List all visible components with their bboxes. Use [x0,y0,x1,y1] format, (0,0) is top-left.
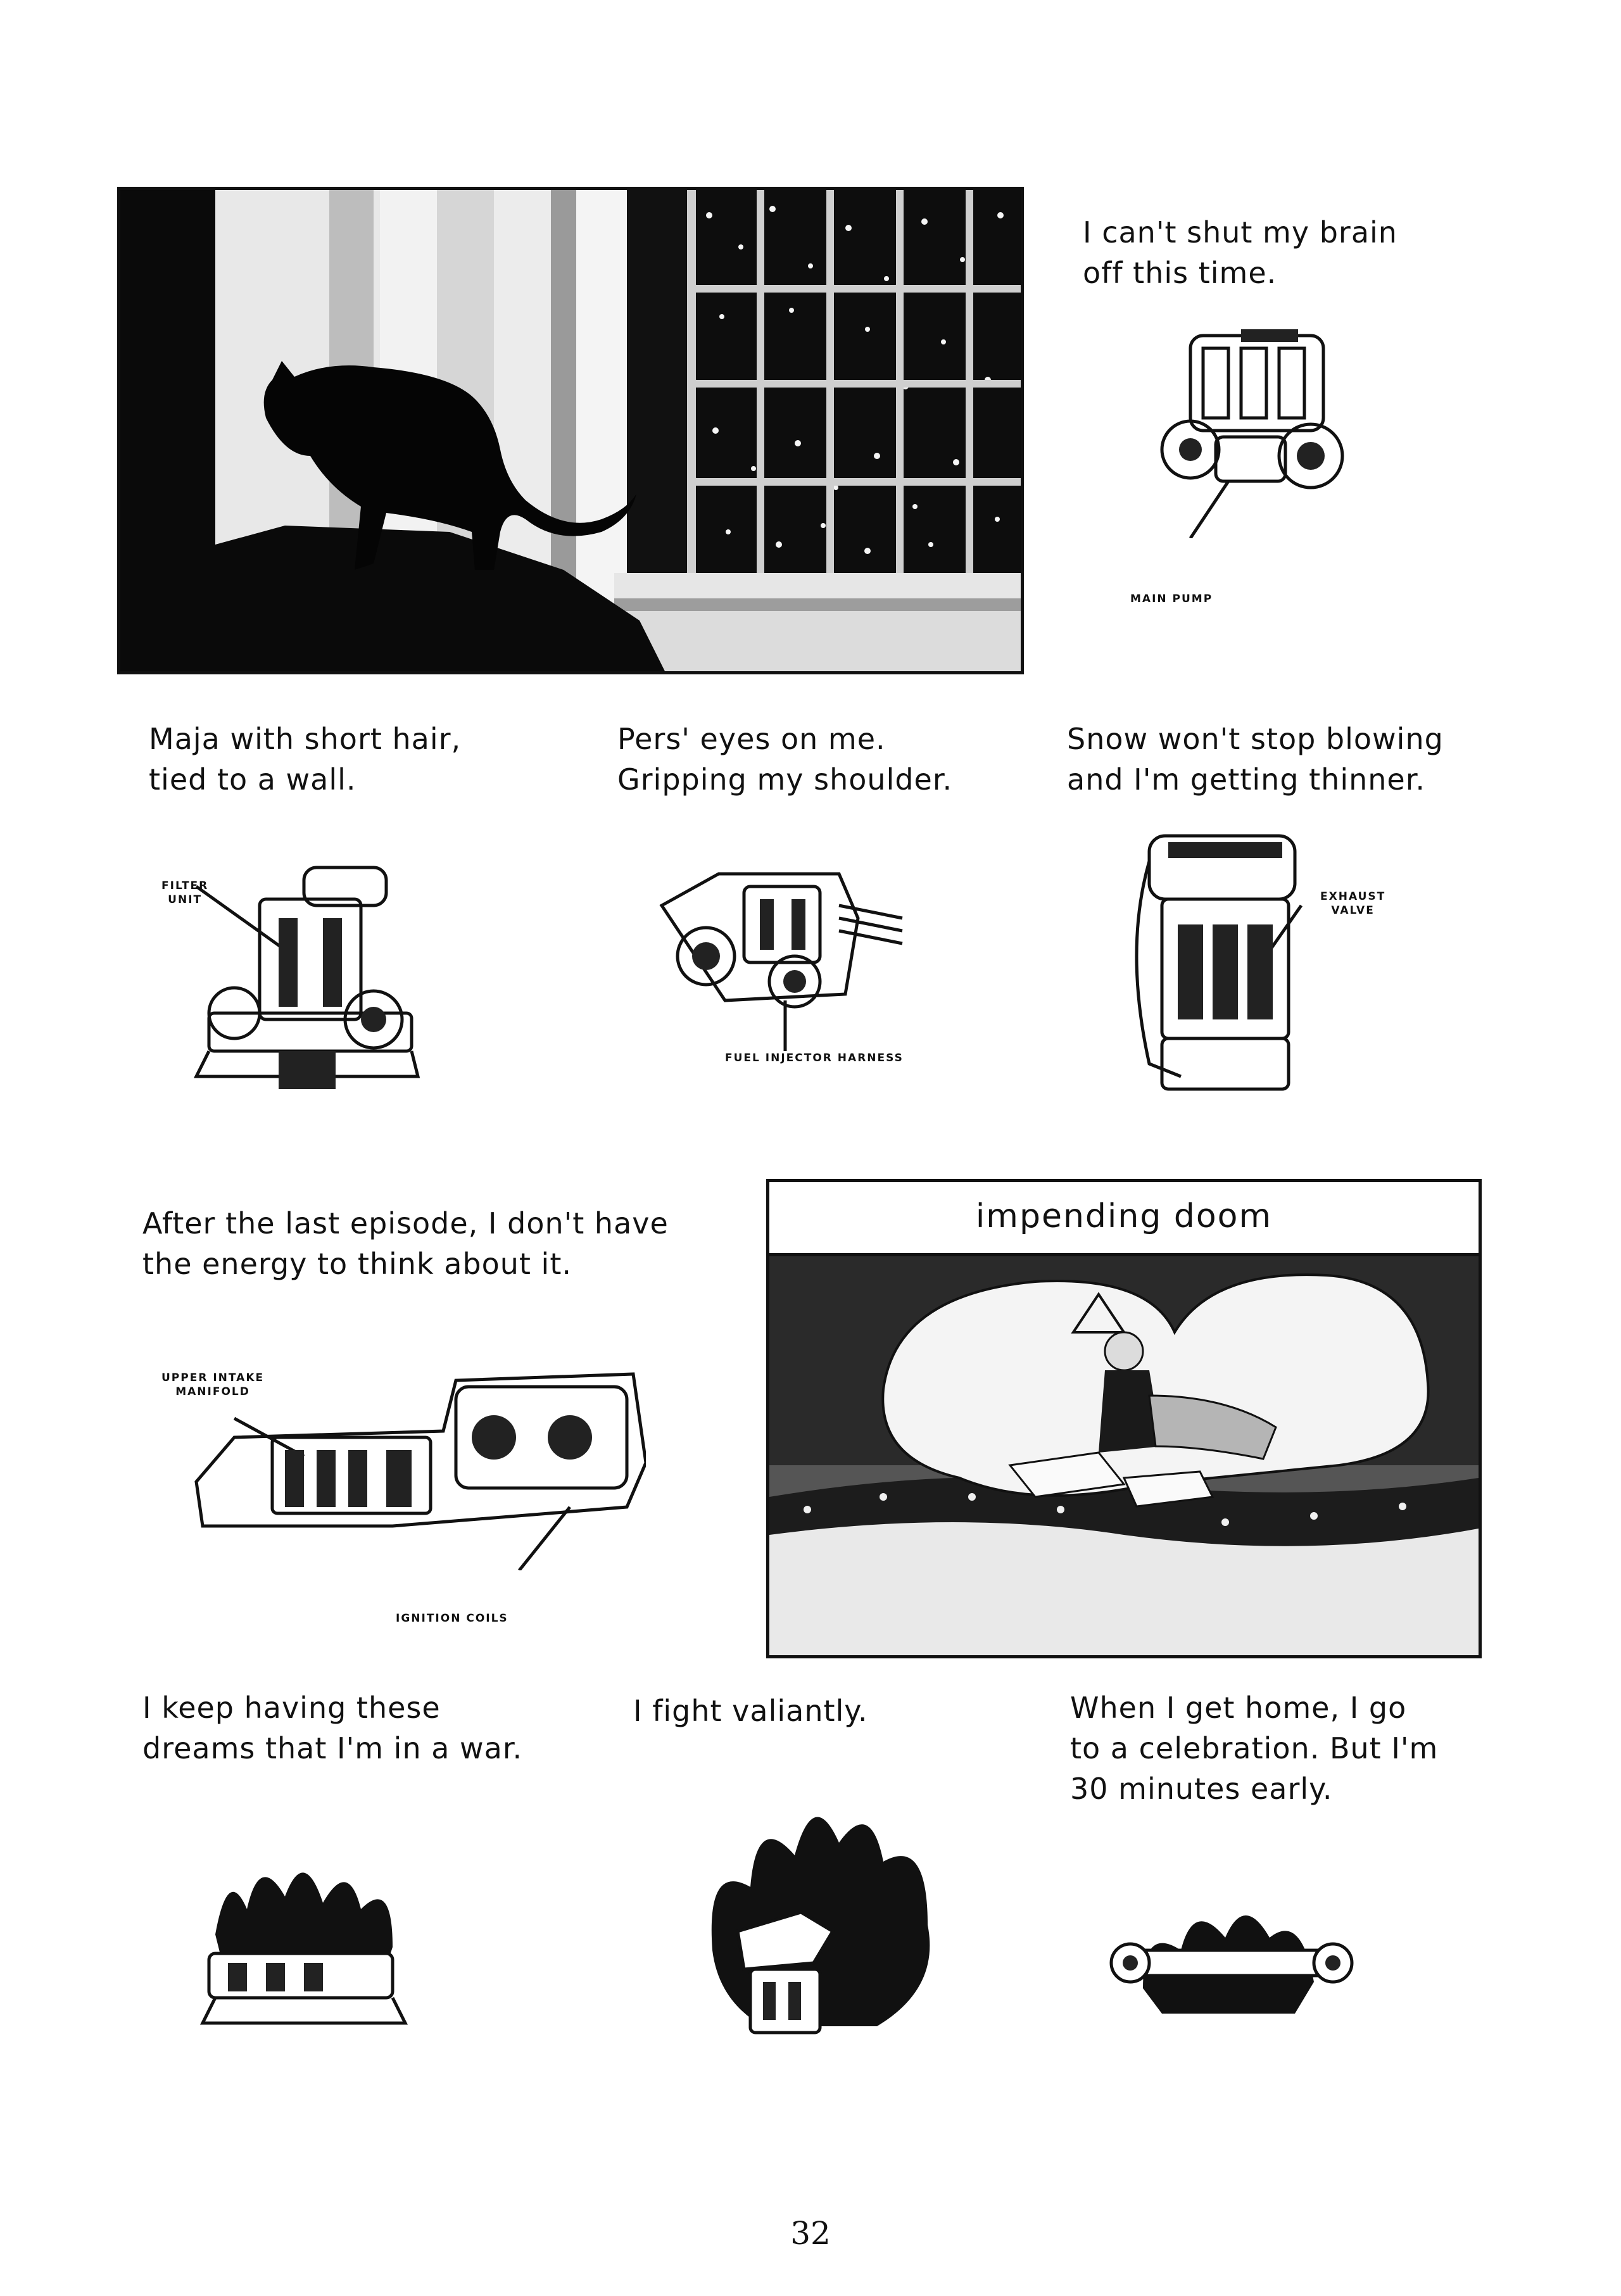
page-number: 32 [790,2215,831,2252]
label-fuel-injector: FUEL INJECTOR HARNESS [725,1052,904,1064]
caption-pers: Pers' eyes on me. Gripping my shoulder. [617,722,953,797]
engine-filter-unit-drawing [190,861,431,1108]
label-filter-unit: FILTER UNIT [161,880,209,906]
engine-main-pump-drawing [1152,323,1368,538]
engine-exhaust-valve-drawing [1124,823,1314,1108]
burning-engine-2-drawing [687,1786,953,2052]
engine-intake-ignition-drawing [190,1361,646,1570]
doom-illustration [769,1256,1479,1655]
panel-cat-window [117,187,1024,674]
caption-snow: Snow won't stop blowing and I'm getting thinner. [1067,722,1444,797]
panel-title-impending-doom: impending doom [769,1182,1479,1256]
burning-engine-3-drawing [1105,1874,1358,2020]
panel-impending-doom [766,1179,1482,1658]
cat-window-illustration [120,190,1021,671]
caption-maja: Maja with short hair, tied to a wall. [149,722,462,797]
caption-brain: I can't shut my brain off this time. [1083,215,1397,290]
label-ignition-coils: IGNITION COILS [396,1612,508,1625]
label-exhaust-valve: EXHAUST VALVE [1320,890,1386,917]
engine-fuel-injector-drawing [649,848,915,1051]
label-upper-intake: UPPER INTAKE MANIFOLD [161,1372,265,1398]
caption-dreams-war: I keep having these dreams that I'm in a war. [142,1691,523,1765]
caption-last-episode: After the last episode, I don't have the energy to think about it. [142,1206,669,1281]
caption-celebration: When I get home, I go to a celebration. But I'm 30 minutes early. [1070,1691,1439,1806]
caption-fight: I fight valiantly. [633,1694,868,1728]
burning-engine-1-drawing [190,1839,418,2029]
label-main-pump: MAIN PUMP [1130,593,1213,605]
